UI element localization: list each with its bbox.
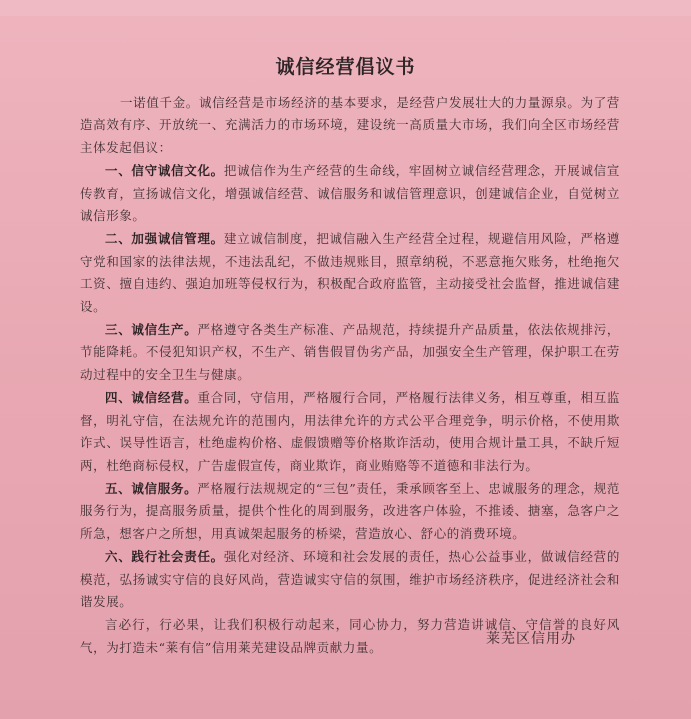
section-heading: 六、践行社会责任。 [105, 549, 224, 565]
section-text: 建立诚信制度，把诚信融入生产经营全过程，规避信用风险，严格遵守党和国家的法律法规，不违法乱纪，不做违规账目，照章纳税，不恶意拖欠账务，杜绝拖欠工资、擅自违约、强迫加班等侵权行为，积极配合政府监管，主动接受社会监督，推进诚信建设。 [80, 231, 620, 314]
section-text: 把诚信作为生产经营的生命线，牢固树立诚信经营理念，开展诚信宣传教育，宣扬诚信文化，增强诚信经营、诚信服务和诚信管理意识，创建诚信企业，自觉树立诚信形象。 [80, 163, 620, 224]
document-body [80, 92, 620, 660]
section-text: 严格履行法规规定的“三包”责任，秉承顾客至上、忠诚服务的理念，规范服务行为，提高服务质量，提供个性化的周到服务，改进客户体验，不推诿、搪塞，急客户之所急，想客户之所想，用真诚架起服务的桥梁，营造放心、舒心的消费环境。 [80, 480, 620, 541]
intro-paragraph: 一诺值千金。诚信经营是市场经济的基本要求，是经营户发展壮大的力量源泉。为了营造高效有序、开放统一、充满活力的市场环境，建设统一高质量大市场，我们向全区市场经营主体发起倡议： [80, 95, 620, 155]
section-heading: 二、加强诚信管理。 [105, 231, 224, 247]
section-text: 严格遵守各类生产标准、产品规范，持续提升产品质量，依法依规排污，节能降耗。不侵犯知识产权，不生产、销售假冒伪劣产品，加强安全生产管理，保护职工在劳动过程中的安全卫生与健康。 [80, 322, 621, 382]
page-top-edge [0, 0, 691, 16]
section-heading: 五、诚信服务。 [105, 480, 198, 496]
section-paragraph [80, 478, 620, 545]
section-paragraph [80, 228, 620, 318]
section-heading: 四、诚信经营。 [105, 390, 198, 406]
section-paragraph [80, 160, 620, 227]
section-text: 强化对经济、环境和社会发展的责任，热心公益事业，做诚信经营的模范，弘扬诚实守信的良好风尚，营造诚实守信的氛围，维护市场经济秩序，促进经济社会和谐发展。 [80, 549, 620, 609]
signature: 莱芜区信用办 [486, 631, 576, 647]
section-paragraph [80, 319, 620, 386]
section-paragraph [80, 546, 620, 613]
section-heading: 三、诚信生产。 [105, 322, 198, 338]
section-text: 重合同，守信用，严格履行合同，严格履行法律义务，相互尊重，相互监督，明礼守信，在法规允许的范围内，用法律允许的方式公平合理竞争，明示价格，不使用欺诈式、误导性语言，杜绝虚构价格、虚假馈赠等价格欺诈活动，使用合规计量工具，不缺斤短两，杜绝商标侵权，广告虚假宣传，商业欺诈，商业贿赂等不道德和非法行为。 [80, 390, 621, 473]
section-heading: 一、信守诚信文化。 [105, 163, 224, 179]
section-paragraph [80, 387, 620, 477]
document-title: 诚信经营倡议书 [275, 56, 416, 78]
closing-paragraph: 言必行，行必果，让我们积极行动起来，同心协力，努力营造讲诚信、守信誉的良好风气，为打造未“莱有信”信用莱芜建设品牌贡献力量。 [80, 617, 620, 655]
